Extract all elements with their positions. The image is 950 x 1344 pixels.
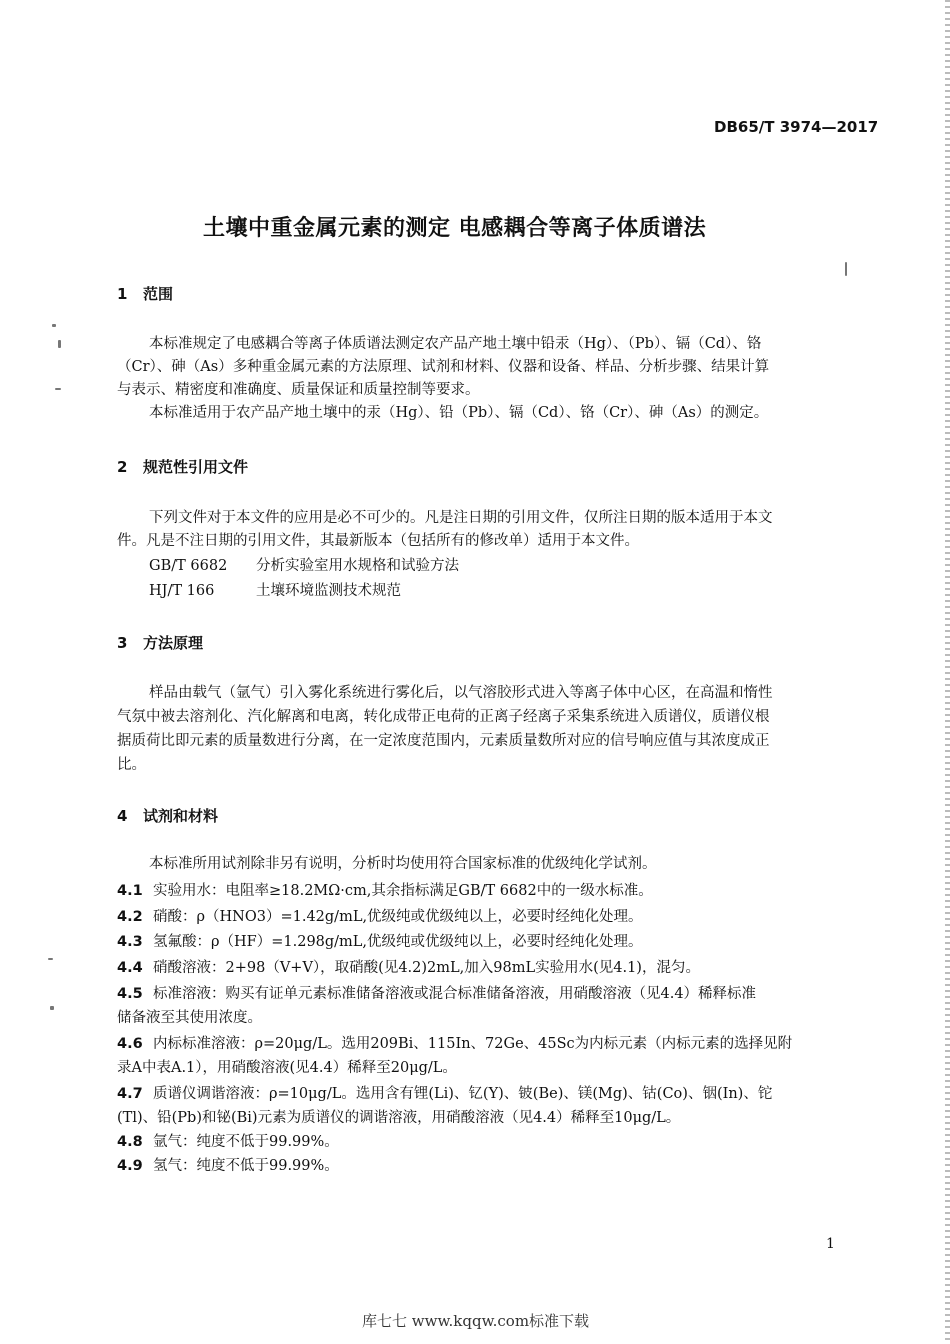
paragraph-line: 样品由载气（氩气）引入雾化系统进行雾化后，以气溶胶形式进入等离子体中心区，在高温和惰性 bbox=[149, 685, 773, 701]
scan-speck bbox=[845, 262, 847, 276]
paragraph-line: （Cr）、砷（As）多种重金属元素的方法原理、试剂和材料、仪器和设备、样品、分析步骤、结果计算 bbox=[117, 359, 770, 375]
list-item: 4.7 质谱仪调谐溶液：ρ=10μg/L。选用含有锂(Li)、钇(Y)、铍(Be)、镁(Mg)、钴(Co)、铟(In)、铊 bbox=[117, 1086, 773, 1102]
list-item: 4.5 标准溶液：购买有证单元素标准储备溶液或混合标准储备溶液，用硝酸溶液（见4.4）稀释标准 bbox=[117, 986, 757, 1002]
list-item: 4.6 内标标准溶液：ρ=20μg/L。选用209Bi、115In、72Ge、45Sc为内标元素（内标元素的选择见附 bbox=[117, 1036, 793, 1052]
section-heading-1: 1 范围 bbox=[117, 285, 174, 303]
paragraph-line: 本标准所用试剂除非另有说明，分析时均使用符合国家标准的优级纯化学试剂。 bbox=[149, 856, 657, 872]
paragraph-line: 气氛中被去溶剂化、汽化解离和电离，转化成带正电荷的正离子经离子采集系统进入质谱仪，质谱仪根 bbox=[117, 709, 770, 725]
scan-speck bbox=[48, 958, 53, 960]
list-item-continuation: 录A中表A.1），用硝酸溶液(见4.4）稀释至20μg/L。 bbox=[117, 1060, 457, 1076]
list-item: 4.2 硝酸：ρ（HNO3）=1.42g/mL,优级纯或优级纯以上，必要时经纯化处理。 bbox=[117, 909, 643, 925]
list-item: 4.4 硝酸溶液：2+98（V+V），取硝酸(见4.2)2mL,加入98mL实验用水(见4.1)，混匀。 bbox=[117, 960, 700, 976]
reference-code: HJ/T 166 bbox=[149, 583, 215, 599]
page-number: 1 bbox=[826, 1236, 835, 1252]
list-item-continuation: (Tl)、铅(Pb)和铋(Bi)元素为质谱仪的调谐溶液，用硝酸溶液（见4.4）稀释至10μg/L。 bbox=[117, 1110, 681, 1126]
paragraph-line: 与表示、精密度和准确度、质量保证和质量控制等要求。 bbox=[117, 382, 480, 398]
reference-name: 分析实验室用水规格和试验方法 bbox=[256, 558, 459, 574]
list-item: 4.9 氢气：纯度不低于99.99%。 bbox=[117, 1158, 339, 1174]
list-item: 4.1 实验用水：电阻率≥18.2MΩ·cm,其余指标满足GB/T 6682中的一级水标准。 bbox=[117, 883, 653, 899]
paragraph-line: 件。凡是不注日期的引用文件，其最新版本（包括所有的修改单）适用于本文件。 bbox=[117, 533, 639, 549]
list-item-continuation: 储备液至其使用浓度。 bbox=[117, 1010, 262, 1026]
paragraph-line: 本标准规定了电感耦合等离子体质谱法测定农产品产地土壤中铅汞（Hg）、（Pb）、镉（Cd）、铬 bbox=[149, 336, 762, 352]
paragraph-line: 据质荷比即元素的质量数进行分离，在一定浓度范围内，元素质量数所对应的信号响应值与其浓度成正 bbox=[117, 733, 770, 749]
reference-name: 土壤环境监测技术规范 bbox=[256, 583, 401, 599]
paragraph-line: 比。 bbox=[117, 757, 146, 773]
scan-speck bbox=[52, 324, 56, 327]
paragraph-line: 本标准适用于农产品产地土壤中的汞（Hg）、铅（Pb）、镉（Cd）、铬（Cr）、砷（As）的测定。 bbox=[149, 405, 769, 421]
scan-speck bbox=[50, 1006, 54, 1010]
document-title: 土壤中重金属元素的测定 电感耦合等离子体质谱法 bbox=[203, 216, 707, 241]
section-heading-2: 2 规范性引用文件 bbox=[117, 458, 249, 476]
document-code: DB65/T 3974—2017 bbox=[714, 118, 879, 136]
list-item: 4.3 氢氟酸：ρ（HF）=1.298g/mL,优级纯或优级纯以上，必要时经纯化处理。 bbox=[117, 934, 643, 950]
scan-speck bbox=[58, 340, 61, 348]
reference-code: GB/T 6682 bbox=[149, 558, 228, 574]
section-heading-4: 4 试剂和材料 bbox=[117, 807, 219, 825]
scan-edge-marks bbox=[945, 0, 950, 1344]
paragraph-line: 下列文件对于本文件的应用是必不可少的。凡是注日期的引用文件，仅所注日期的版本适用于本文 bbox=[149, 510, 773, 526]
list-item: 4.8 氩气：纯度不低于99.99%。 bbox=[117, 1134, 339, 1150]
footer-watermark: 库七七 www.kqqw.com标准下载 bbox=[362, 1312, 590, 1330]
section-heading-3: 3 方法原理 bbox=[117, 634, 204, 652]
scan-speck bbox=[55, 388, 61, 390]
